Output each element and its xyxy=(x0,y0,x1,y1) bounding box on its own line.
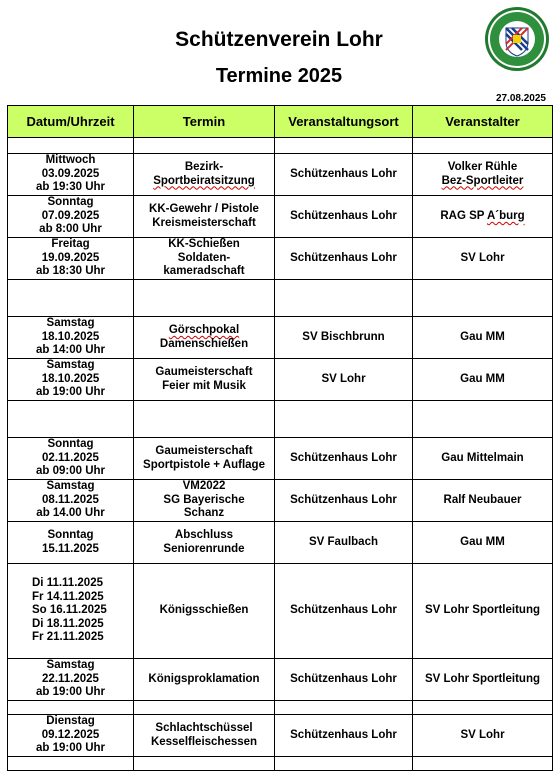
cell-text-line: SV Faulbach xyxy=(308,535,379,548)
cell-ort xyxy=(275,401,413,438)
document-title: Schützenverein Lohr xyxy=(175,28,383,51)
table-header-row xyxy=(8,106,553,138)
cell-datum xyxy=(8,280,134,317)
table-row xyxy=(8,564,553,659)
table-row xyxy=(8,196,553,238)
cell-text-line: Gaumeisterschaft xyxy=(155,445,253,457)
cell-text-line: SV Bischbrunn xyxy=(302,330,385,343)
cell-datum xyxy=(8,196,134,238)
cell-text-line: Fr 14.11.2025 xyxy=(32,590,104,603)
table-spacer-row xyxy=(8,401,553,438)
cell-veranstalter xyxy=(413,522,553,564)
cell-ort xyxy=(275,238,413,280)
cell-veranstalter xyxy=(413,480,553,522)
cell-text-line: 09.12.2025 xyxy=(41,728,100,741)
cell-ort xyxy=(275,715,413,757)
cell-text-line: Ralf Neubauer xyxy=(443,493,522,506)
cell-veranstalter xyxy=(413,564,553,659)
cell-text-line: SV Lohr xyxy=(321,372,366,385)
cell-datum xyxy=(8,715,134,757)
cell-veranstalter xyxy=(413,196,553,238)
cell-text-line: Schützenhaus Lohr xyxy=(290,167,397,180)
cell-termin xyxy=(134,359,275,401)
cell-datum xyxy=(8,154,134,196)
cell-text-line: Schützenhaus Lohr xyxy=(290,209,397,222)
cell-text-line: Abschluss xyxy=(174,529,234,541)
cell-ort xyxy=(275,564,413,659)
cell-ort xyxy=(275,701,413,715)
table-row xyxy=(8,480,553,522)
cell-text-line: SV Lohr xyxy=(460,728,505,741)
table-row xyxy=(8,317,553,359)
cell-text-line: Sonntag xyxy=(47,196,94,209)
cell-text-line: Sportpistole + Auflage xyxy=(143,458,265,471)
table-row xyxy=(8,659,553,701)
cell-text-line: So 16.11.2025 xyxy=(32,604,107,617)
cell-text-line: Schützenhaus Lohr xyxy=(290,251,397,264)
cell-text-line: Schützenhaus Lohr xyxy=(290,672,397,685)
cell-text-line: Sonntag xyxy=(47,438,94,451)
cell-termin xyxy=(134,238,275,280)
cell-veranstalter xyxy=(413,238,553,280)
cell-datum xyxy=(8,401,134,438)
cell-termin xyxy=(134,196,275,238)
document-subtitle: Termine 2025 xyxy=(215,65,343,87)
cell-text-line: 22.11.2025 xyxy=(42,672,99,685)
cell-termin xyxy=(134,280,275,317)
cell-text-line: KK-Gewehr / Pistole xyxy=(149,203,259,215)
termine-table xyxy=(7,105,553,771)
cell-ort xyxy=(275,196,413,238)
table-row xyxy=(8,359,553,401)
cell-text-line: ab 18:30 Uhr xyxy=(35,265,106,278)
cell-text-line: 02.11.2025 xyxy=(42,451,99,464)
table-row xyxy=(8,438,553,480)
cell-datum xyxy=(8,522,134,564)
column-header-datum: Datum/Uhrzeit xyxy=(8,106,134,138)
cell-text-line: SV Lohr Sportleitung xyxy=(425,604,540,617)
table-body xyxy=(8,138,553,771)
cell-text-line: Freitag xyxy=(51,238,90,251)
cell-text-line: SG Bayerische xyxy=(163,493,245,506)
cell-termin xyxy=(134,154,275,196)
table-row xyxy=(8,522,553,564)
cell-text-line: VM2022 xyxy=(182,480,226,493)
cell-text-line: Schützenhaus Lohr xyxy=(290,604,397,617)
cell-text-line: Seniorenrunde xyxy=(163,542,245,555)
cell-veranstalter xyxy=(413,359,553,401)
cell-datum xyxy=(8,701,134,715)
column-header-veranstalter: Veranstalter xyxy=(413,106,553,138)
cell-text-line: Gaumeisterschaft xyxy=(155,366,253,378)
table-row xyxy=(8,238,553,280)
cell-ort xyxy=(275,659,413,701)
cell-datum xyxy=(8,757,134,771)
cell-ort xyxy=(275,438,413,480)
cell-ort xyxy=(275,138,413,154)
cell-datum xyxy=(8,480,134,522)
cell-text-line: Samstag xyxy=(46,317,95,330)
cell-ort xyxy=(275,359,413,401)
cell-veranstalter xyxy=(413,401,553,438)
club-logo-emblem xyxy=(484,6,550,72)
cell-text-line: ab 19:00 Uhr xyxy=(35,386,106,399)
cell-text-line: Sonntag xyxy=(47,529,94,541)
cell-veranstalter xyxy=(413,280,553,317)
cell-text-line: KK-Schießen xyxy=(168,238,240,251)
cell-text-line: Schützenhaus Lohr xyxy=(290,728,397,741)
document-date: 27.08.2025 xyxy=(495,93,546,104)
cell-termin xyxy=(134,564,275,659)
cell-text-line: Schützenhaus Lohr xyxy=(290,493,397,506)
cell-veranstalter xyxy=(413,438,553,480)
cell-veranstalter xyxy=(413,138,553,154)
cell-text-line: Königsschießen xyxy=(159,604,249,617)
cell-termin xyxy=(134,757,275,771)
cell-veranstalter xyxy=(413,154,553,196)
cell-text-line: 03.09.2025 xyxy=(41,167,100,180)
cell-text-line: 19.09.2025 xyxy=(41,251,100,264)
cell-veranstalter xyxy=(413,659,553,701)
cell-text-line: ab 14:00 Uhr xyxy=(35,344,106,357)
cell-ort xyxy=(275,757,413,771)
cell-text-line: Gau MM xyxy=(460,330,505,343)
cell-datum xyxy=(8,359,134,401)
table-spacer-row xyxy=(8,701,553,715)
cell-termin xyxy=(134,659,275,701)
cell-text-line: Sportbeiratsitzung xyxy=(153,174,255,187)
table-row xyxy=(8,154,553,196)
cell-text-line: Fr 21.11.2025 xyxy=(32,631,104,644)
cell-text-line: Damenschießen xyxy=(159,337,249,350)
cell-datum xyxy=(8,317,134,359)
cell-text-line: kameradschaft xyxy=(163,265,245,278)
cell-text-line: 18.10.2025 xyxy=(41,330,100,343)
cell-termin xyxy=(134,138,275,154)
cell-veranstalter xyxy=(413,757,553,771)
cell-datum xyxy=(8,138,134,154)
table-spacer-row xyxy=(8,138,553,154)
cell-text-line: Volker Rühle xyxy=(447,161,518,173)
cell-text-line: SV Lohr xyxy=(460,251,505,264)
cell-text-line: Gau MM xyxy=(460,535,505,548)
cell-termin xyxy=(134,317,275,359)
cell-text-line: Schützenhaus Lohr xyxy=(290,451,397,464)
cell-text-line: Di 11.11.2025 xyxy=(32,577,103,590)
cell-datum xyxy=(8,659,134,701)
cell-termin xyxy=(134,715,275,757)
cell-text-line: Dienstag xyxy=(46,715,95,728)
cell-termin xyxy=(134,401,275,438)
cell-text-line: ab 09:00 Uhr xyxy=(35,465,106,478)
cell-text-line: Gau Mittelmain xyxy=(441,451,524,464)
cell-text-line: Feier mit Musik xyxy=(162,379,246,392)
cell-ort xyxy=(275,280,413,317)
cell-text-line: Kesselfleischessen xyxy=(150,735,258,748)
cell-text-line: Di 18.11.2025 xyxy=(32,617,104,630)
cell-text-line: ab 19:30 Uhr xyxy=(35,181,106,194)
cell-ort xyxy=(275,317,413,359)
cell-text-line: Königsproklamation xyxy=(148,672,260,685)
cell-ort xyxy=(275,480,413,522)
cell-veranstalter xyxy=(413,701,553,715)
table-spacer-row xyxy=(8,280,553,317)
table-row xyxy=(8,715,553,757)
cell-termin xyxy=(134,480,275,522)
cell-text-line: ab 8:00 Uhr xyxy=(39,223,102,236)
cell-text-line: Samstag xyxy=(46,359,95,372)
cell-text-line: RAG SP A´burg xyxy=(440,209,525,222)
cell-text-line: Bezirk- xyxy=(184,161,224,173)
cell-text-line: Kreismeisterschaft xyxy=(152,216,256,229)
cell-text-line: Görschpokal xyxy=(168,324,240,336)
table-spacer-row xyxy=(8,757,553,771)
cell-text-line: 08.11.2025 xyxy=(42,493,99,506)
cell-text-line: Schlachtschüssel xyxy=(155,722,253,734)
cell-text-line: Samstag xyxy=(46,659,95,672)
cell-veranstalter xyxy=(413,317,553,359)
column-header-ort: Veranstaltungsort xyxy=(275,106,413,138)
cell-datum xyxy=(8,438,134,480)
cell-text-line: 18.10.2025 xyxy=(41,372,100,385)
cell-text-line: Bez-Sportleiter xyxy=(441,174,524,187)
cell-ort xyxy=(275,522,413,564)
cell-text-line: 07.09.2025 xyxy=(41,209,100,222)
cell-text-line: ab 14.00 Uhr xyxy=(36,507,105,520)
cell-text-line: 15.11.2025 xyxy=(42,542,99,555)
cell-text-line: ab 19:00 Uhr xyxy=(35,742,106,755)
cell-termin xyxy=(134,701,275,715)
cell-text-line: ab 19:00 Uhr xyxy=(35,686,106,699)
cell-text-line: Gau MM xyxy=(460,372,505,385)
cell-veranstalter xyxy=(413,715,553,757)
cell-text-line: SV Lohr Sportleitung xyxy=(425,672,540,685)
cell-termin xyxy=(134,438,275,480)
cell-datum xyxy=(8,564,134,659)
cell-datum xyxy=(8,238,134,280)
column-header-termin: Termin xyxy=(134,106,275,138)
cell-termin xyxy=(134,522,275,564)
cell-text-line: Schanz xyxy=(183,507,225,520)
cell-text-line: Soldaten- xyxy=(177,251,231,264)
cell-text-line: Samstag xyxy=(46,480,95,493)
cell-ort xyxy=(275,154,413,196)
cell-text-line: Mittwoch xyxy=(45,154,96,167)
